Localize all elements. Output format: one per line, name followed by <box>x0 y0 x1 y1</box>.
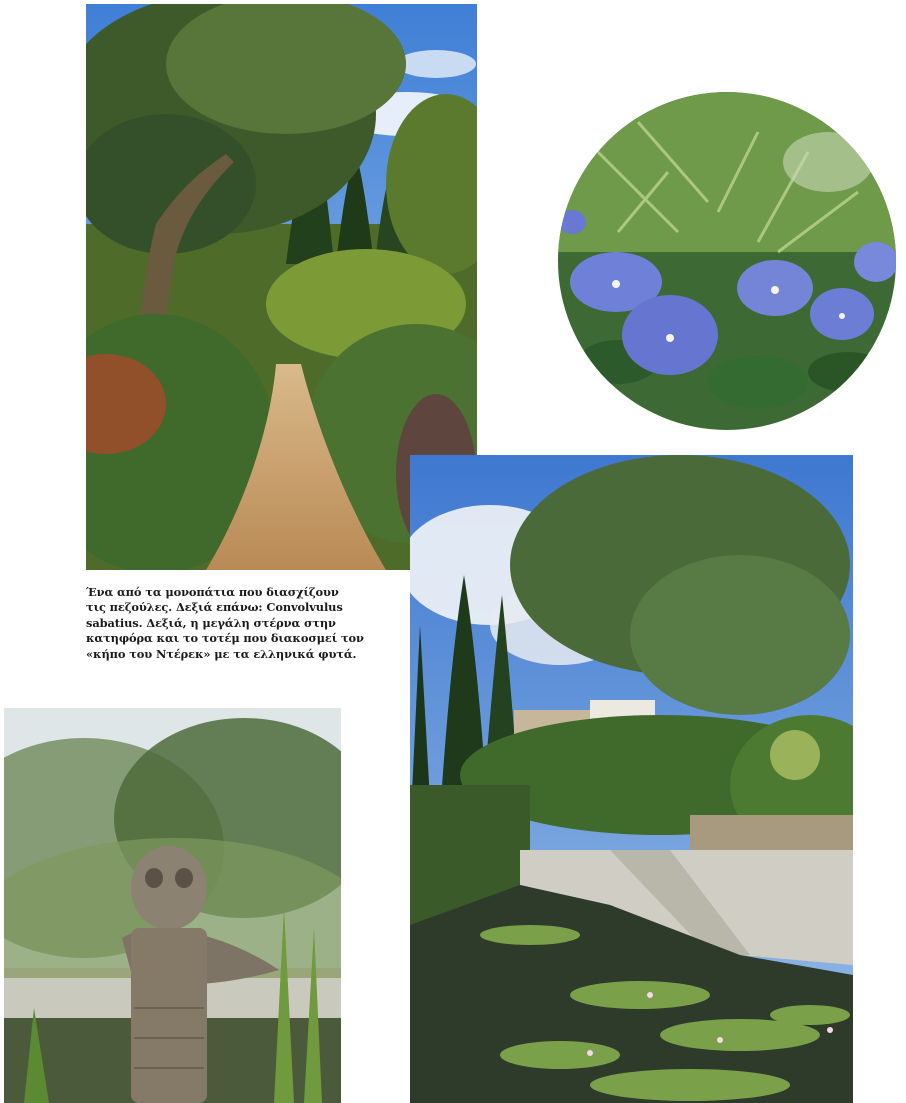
caption-line: sabatius. Δεξιά, η μεγάλη στέρνα στην <box>86 615 336 630</box>
owl-totem-photo <box>4 708 341 1103</box>
photo-caption <box>86 585 386 662</box>
caption-line: κατηφόρα και το τοτέμ που διακοσμεί τον <box>86 631 364 646</box>
convolvulus-flower-photo <box>558 92 896 430</box>
cistern-pond-photo <box>410 455 853 1103</box>
caption-line: «κήπο του Ντέρεκ» με τα ελληνικά φυτά. <box>86 646 357 661</box>
caption-line: τις πεζούλες. Δεξιά επάνω: Convolvulus <box>86 600 343 615</box>
caption-line: Ένα από τα μονοπάτια που διασχίζουν <box>86 585 339 599</box>
